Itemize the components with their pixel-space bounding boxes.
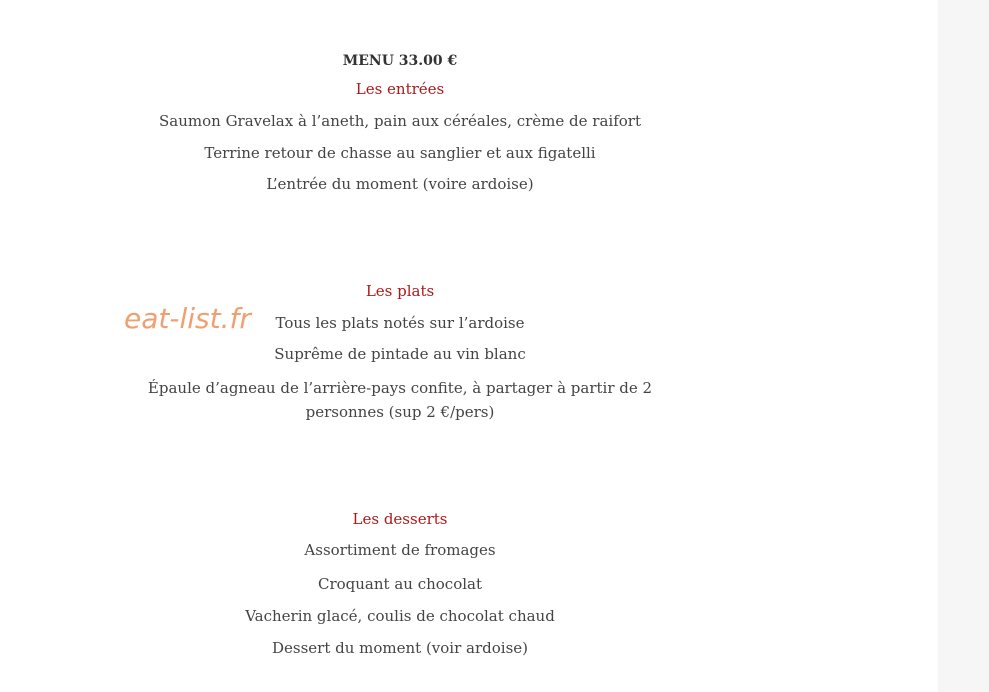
menu-title: MENU 33.00 €	[342, 53, 458, 69]
section-heading-desserts: Les desserts	[352, 510, 448, 528]
main-item: Suprême de pintade au vin blanc	[274, 345, 526, 363]
dessert-item: Croquant au chocolat	[317, 575, 482, 593]
main-item: Tous les plats notés sur l’ardoise	[275, 314, 525, 332]
watermark-logo: eat-list.fr	[124, 302, 251, 335]
section-heading-starters: Les entrées	[355, 80, 445, 98]
dessert-item: Assortiment de fromages	[304, 541, 496, 559]
section-heading-mains: Les plats	[365, 282, 435, 300]
starter-item: Terrine retour de chasse au sanglier et aux figatelli	[204, 144, 596, 162]
starter-item: Saumon Gravelax à l’aneth, pain aux céréales, crème de raifort	[159, 112, 641, 130]
starter-item: L’entrée du moment (voire ardoise)	[266, 175, 534, 193]
main-item-continuation: personnes (sup 2 €/pers)	[305, 403, 495, 421]
side-panel	[938, 0, 989, 692]
main-item: Épaule d’agneau de l’arrière-pays confite, à partager à partir de 2	[147, 379, 653, 397]
dessert-item: Vacherin glacé, coulis de chocolat chaud	[245, 607, 555, 625]
dessert-item: Dessert du moment (voir ardoise)	[271, 639, 529, 657]
